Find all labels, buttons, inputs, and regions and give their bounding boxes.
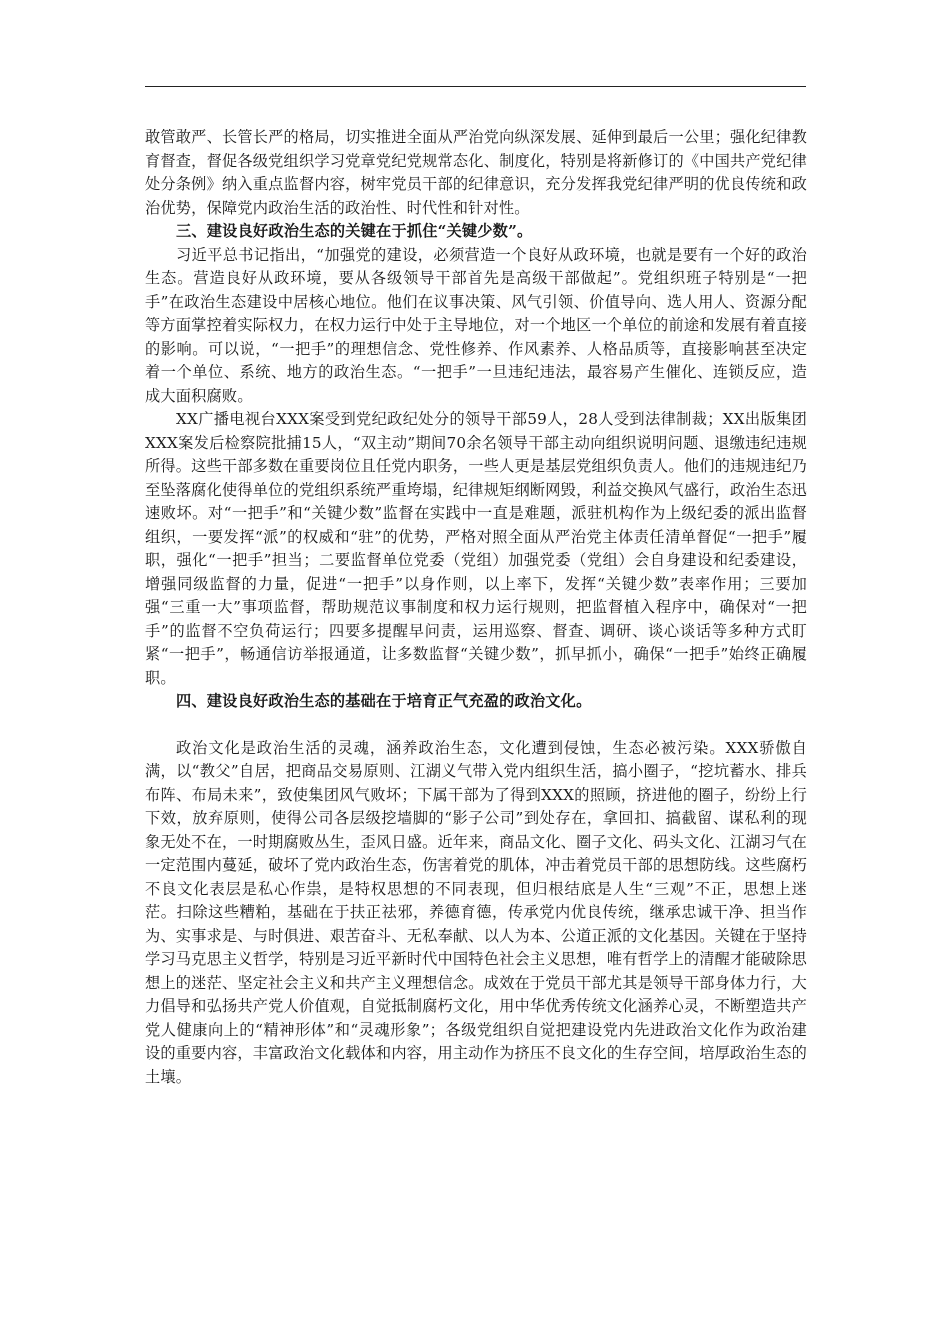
paragraph: XX广播电视台XXX案受到党纪政纪处分的领导干部59人，28人受到法律制裁；XX出版集团XXX案发后检察院批捕15人，“双主动”期间70余名领导干部主动向组织说明问题、退缴违纪违规所得。这些干部多数在重要岗位且任党内职务，一些人更是基层党组织负责人。他们的违规违纪乃至坠落腐化使得单位的党组织系统严重垮塌，纪律规矩纲断网毁，利益交换风气盛行，政治生态迅速败坏。对“一把手”和“关键少数”监督在实践中一直是难题，派驻机构作为上级纪委的派出监督组织，一要发挥“派”的权威和“驻”的优势，严格对照全面从严治党主体责任清单督促“一把手”履职，强化“一把手”担当；二要监督单位党委（党组）加强党委（党组）会自身建设和纪委建设，增强同级监督的力量，促进“一把手”以身作则，以上率下，发挥“关键少数”表率作用；三要加强“三重一大”事项监督，帮助规范议事制度和权力运行规则，把监督植入程序中，确保对“一把手”的监督不空负荷运行；四要多提醒早问责，运用巡察、督查、调研、谈心谈话等多种方式盯紧“一把手”，畅通信访举报通道，让多数监督“关键少数”，抓早抓小，确保“一把手”始终正确履职。 xyxy=(145,410,807,687)
header-rule xyxy=(145,86,806,87)
paragraph: 政治文化是政治生活的灵魂，涵养政治生态，文化遭到侵蚀，生态必被污染。XXX骄傲自满，以“教父”自居，把商品交易原则、江湖义气带入党内组织生活，搞小圈子，“挖坑蓄水、排兵布阵、布局未来”，致使集团风气败坏；下属干部为了得到XXX的照顾，挤进他的圈子，纷纷上行下效，放弃原则，使得公司各层级挖墙脚的“影子公司”到处存在，拿回扣、搞截留、谋私利的现象无处不在，一时期腐败丛生，歪风日盛。近年来，商品文化、圈子文化、码头文化、江湖习气在一定范围内蔓延，破坏了党内政治生态，伤害着党的肌体，冲击着党员干部的思想防线。这些腐朽不良文化表层是私心作祟，是特权思想的不同表现，但归根结底是人生“三观”不正，思想上迷茫。扫除这些糟粕，基础在于扶正祛邪，养德育德，传承党内优良传统，继承忠诚干净、担当作为、实事求是、与时俱进、艰苦奋斗、无私奉献、以人为本、公道正派的文化基因。关键在于坚持学习马克思主义哲学，特别是习近平新时代中国特色社会主义思想，唯有哲学上的清醒才能破除思想上的迷茫、坚定社会主义和共产主义理想信念。成效在于党员干部尤其是领导干部身体力行，大力倡导和弘扬共产党人价值观，自觉抵制腐朽文化，用中华优秀传统文化涵养心灵，不断塑造共产党人健康向上的“精神形体”和“灵魂形象”；各级党组织自觉把建设党内先进政治文化作为政治建设的重要内容，丰富政治文化载体和内容，用主动作为挤压不良文化的生存空间，培厚政治生态的土壤。 xyxy=(145,738,807,1086)
section-heading-4: 四、建设良好政治生态的基础在于培育正气充盈的政治文化。 xyxy=(176,692,592,710)
paragraph: 习近平总书记指出，“加强党的建设，必须营造一个良好从政环境，也就是要有一个好的政治生态。营造良好从政环境，要从各级领导干部首先是高级干部做起”。党组织班子特别是“一把手”在政治生态建设中居核心地位。他们在议事决策、风气引领、价值导向、选人用人、资源分配等方面掌控着实际权力，在权力运行中处于主导地位，对一个地区一个单位的前途和发展有着直接的影响。可以说，“一把手”的理想信念、党性修养、作风素养、人格品质等，直接影响甚至决定着一个单位、系统、地方的政治生态。“一把手”一旦违纪违法，最容易产生催化、连锁反应，造成大面积腐败。 xyxy=(145,245,807,405)
document-body xyxy=(145,126,807,1089)
paragraph-continued: 敢管敢严、长管长严的格局，切实推进全面从严治党向纵深发展、延伸到最后一公里；强化纪律教育督查，督促各级党组织学习党章党纪党规常态化、制度化，特别是将新修订的《中国共产党纪律处分条例》纳入重点监督内容，树牢党员干部的纪律意识，充分发挥我党纪律严明的优良传统和政治优势，保障党内政治生活的政治性、时代性和针对性。 xyxy=(145,128,807,217)
section-heading-3: 三、建设良好政治生态的关键在于抓住“关键少数”。 xyxy=(176,222,533,240)
